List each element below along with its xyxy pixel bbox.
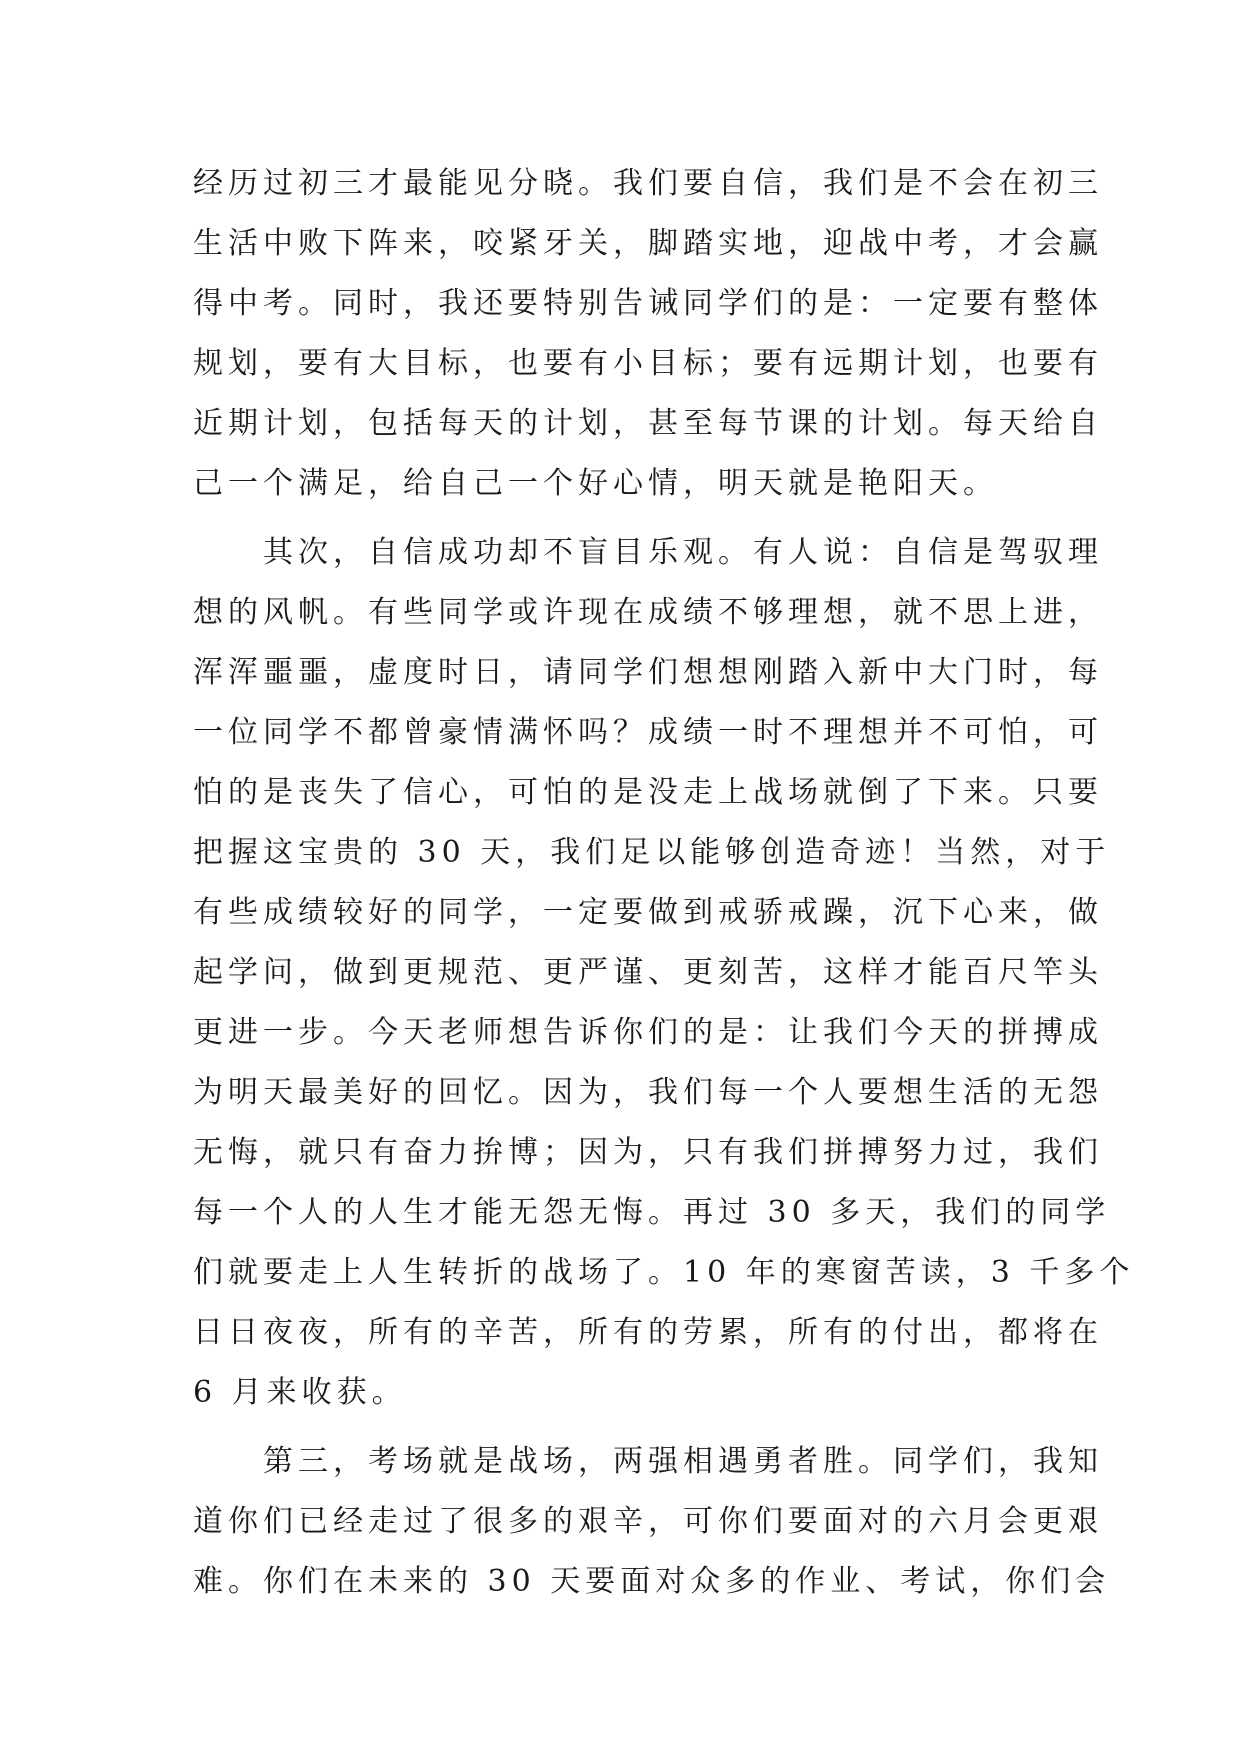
paragraph-spacer — [193, 514, 1053, 523]
text-line: 道你们已经走过了很多的艰辛，可你们要面对的六月会更艰 — [193, 1504, 1103, 1539]
text-line: 起学问，做到更规范、更严谨、更刻苦，这样才能百尺竿头 — [193, 955, 1103, 990]
text-line: 其次，自信成功却不盲目乐观。有人说：自信是驾驭理 — [193, 535, 1103, 570]
text-line: 己一个满足，给自己一个好心情，明天就是艳阳天。 — [193, 466, 998, 501]
text-line: 们就要走上人生转折的战场了。10 年的寒窗苦读，3 千多个 — [193, 1255, 1135, 1290]
paragraph-1 — [193, 154, 1103, 514]
text-line: 怕的是丧失了信心，可怕的是没走上战场就倒了下来。只要 — [193, 775, 1103, 810]
text-line: 规划，要有大目标，也要有小目标；要有远期计划，也要有 — [193, 346, 1103, 381]
text-line: 浑浑噩噩，虚度时日，请同学们想想刚踏入新中大门时，每 — [193, 655, 1103, 690]
text-line: 得中考。同时，我还要特别告诫同学们的是：一定要有整体 — [193, 286, 1103, 321]
text-line: 有些成绩较好的同学，一定要做到戒骄戒躁，沉下心来，做 — [193, 895, 1103, 930]
text-line: 想的风帆。有些同学或许现在成绩不够理想，就不思上进， — [193, 595, 1103, 630]
text-line: 6 月来收获。 — [193, 1375, 407, 1410]
text-line: 每一个人的人生才能无怨无悔。再过 30 多天，我们的同学 — [193, 1195, 1111, 1230]
text-line: 无悔，就只有奋力拚博；因为，只有我们拼搏努力过，我们 — [193, 1135, 1103, 1170]
paragraph-3 — [193, 1432, 1111, 1612]
text-line: 第三，考场就是战场，两强相遇勇者胜。同学们，我知 — [193, 1444, 1103, 1479]
body-text — [193, 154, 1135, 1612]
text-line: 经历过初三才最能见分晓。我们要自信，我们是不会在初三 — [193, 166, 1103, 201]
text-line: 难。你们在未来的 30 天要面对众多的作业、考试，你们会 — [193, 1564, 1111, 1599]
text-line: 把握这宝贵的 30 天，我们足以能够创造奇迹！当然，对于 — [193, 835, 1111, 870]
text-line: 为明天最美好的回忆。因为，我们每一个人要想生活的无怨 — [193, 1075, 1103, 1110]
paragraph-spacer — [193, 1423, 1053, 1432]
text-line: 生活中败下阵来，咬紧牙关，脚踏实地，迎战中考，才会赢 — [193, 226, 1103, 261]
text-line: 近期计划，包括每天的计划，甚至每节课的计划。每天给自 — [193, 406, 1103, 441]
text-line: 一位同学不都曾豪情满怀吗？成绩一时不理想并不可怕，可 — [193, 715, 1103, 750]
text-line: 更进一步。今天老师想告诉你们的是：让我们今天的拼搏成 — [193, 1015, 1103, 1050]
paragraph-2 — [193, 523, 1135, 1423]
text-line: 日日夜夜，所有的辛苦，所有的劳累，所有的付出，都将在 — [193, 1315, 1103, 1350]
